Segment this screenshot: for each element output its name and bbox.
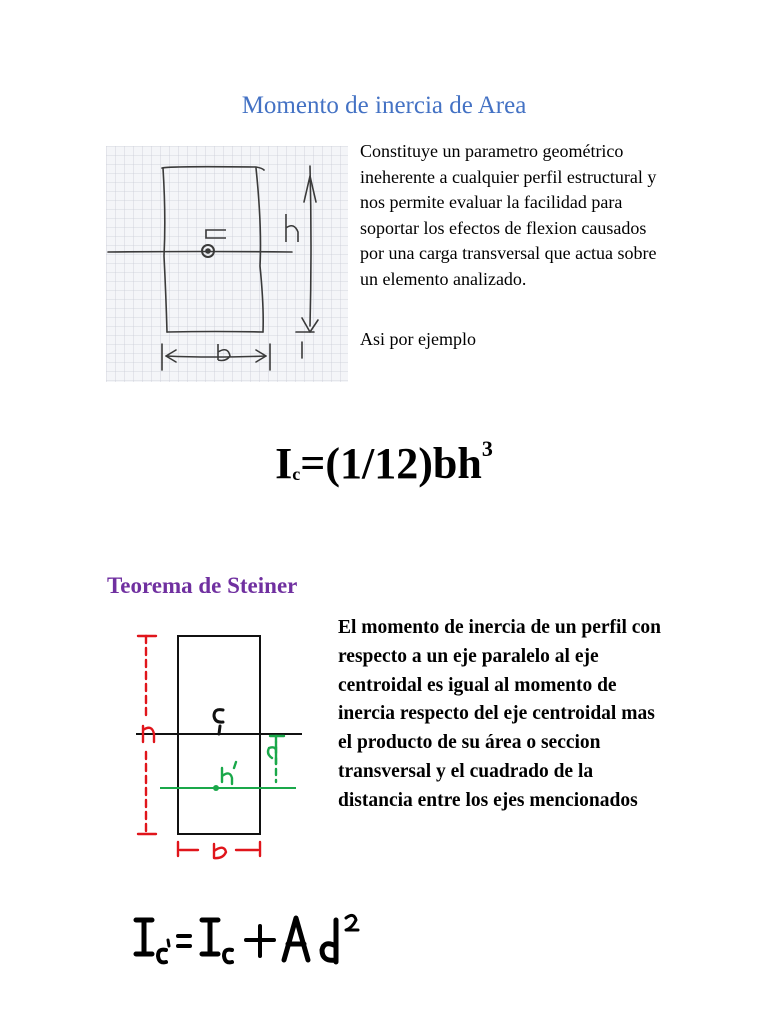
steiner-formula-handwritten — [128, 910, 388, 976]
centroid-label-c-black — [214, 710, 223, 734]
rectangle-section-sketch — [106, 146, 348, 382]
inertia-formula: $Ic=(1/12)bh^3$ — [275, 436, 493, 488]
distance-label-d — [268, 742, 276, 764]
steiner-title: Teorema de Steiner — [107, 573, 298, 598]
section-title: Momento de inercia de Area — [241, 92, 527, 119]
example-intro-text: Asi por ejemplo — [360, 329, 476, 349]
width-label-b-red — [214, 844, 226, 858]
definition-paragraph: Constituye un parametro geométrico ineherente a cualquier perfil estructural y nos permite evaluar la facilidad para soportar los efectos de flexion causados por una carga transversal que actua sobre un elemento analizado. — [360, 141, 657, 289]
steiner-paragraph: El momento de inercia de un perfil con respecto a un eje paralelo al eje centroidal es igual al momento de inercia respecto del eje centroidal mas el producto de su área o seccion transversal y el cuadrado de la distancia entre los ejes mencionados — [338, 617, 661, 811]
parallel-axis-label — [222, 768, 232, 784]
steiner-diagram — [126, 626, 326, 862]
